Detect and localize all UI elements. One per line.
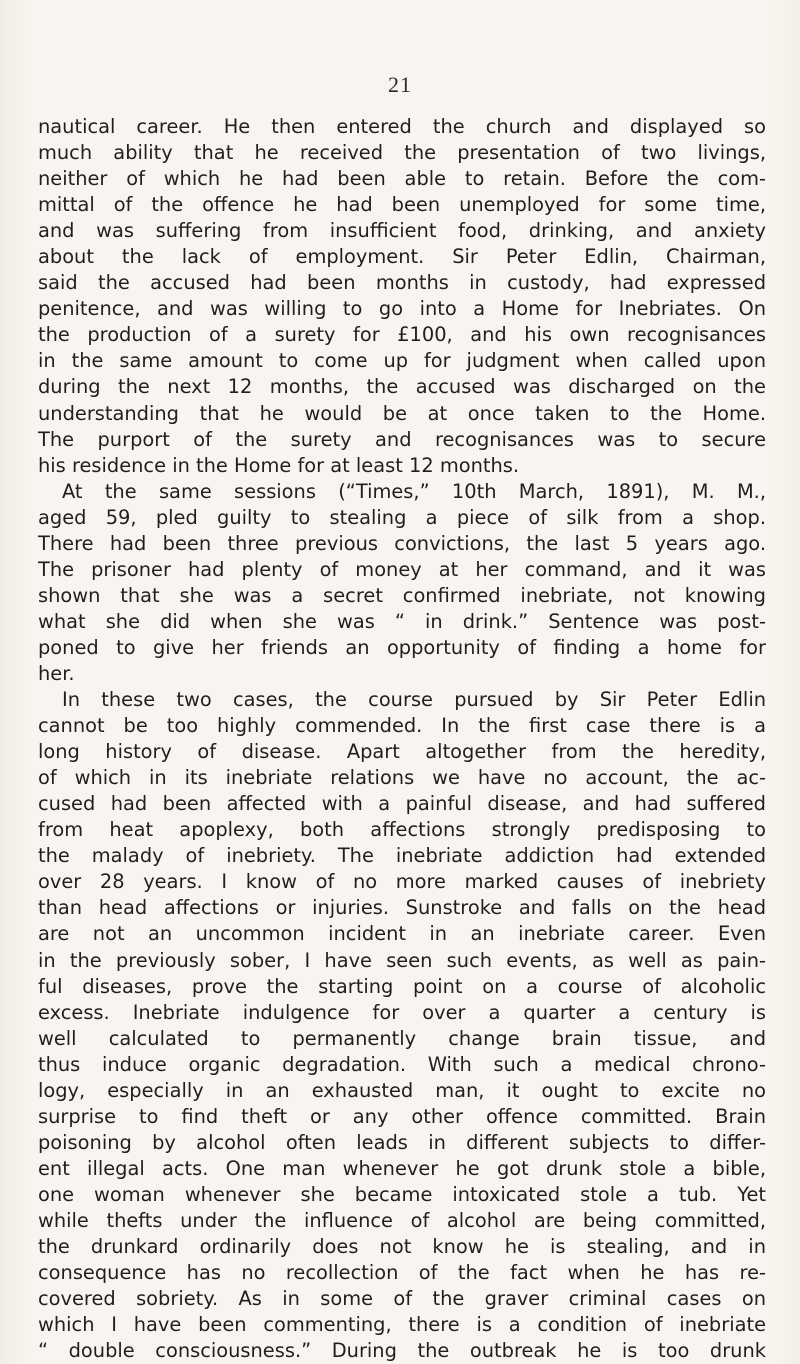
text-line: are not an uncommon incident in an inebriate career. Even [38, 922, 766, 946]
text-line: “ double consciousness.” During the outbreak he is too drunk [38, 1339, 766, 1363]
text-line: and was suffering from insufficient food, drinking, and anxiety [38, 219, 766, 243]
text-line: penitence, and was willing to go into a Home for Inebriates. On [38, 297, 766, 321]
text-line: ent illegal acts. One man whenever he got drunk stole a bible, [38, 1156, 766, 1180]
text-line: surprise to find theft or any other offence committed. Brain [38, 1104, 766, 1128]
body-text [38, 114, 766, 1364]
text-line: excess. Inebriate indulgence for over a quarter a century is [38, 1000, 766, 1024]
text-line: in the same amount to come up for judgment when called upon [38, 349, 766, 373]
text-line: covered sobriety. As in some of the graver criminal cases on [38, 1287, 766, 1311]
text-line: his residence in the Home for at least 12 months. [38, 453, 520, 477]
text-line: cused had been affected with a painful disease, and had suffered [38, 792, 766, 816]
text-line: poned to give her friends an opportunity of finding a home for [38, 635, 766, 659]
text-line: aged 59, pled guilty to stealing a piece of silk from a shop. [38, 505, 766, 529]
text-line: shown that she was a secret confirmed inebriate, not knowing [38, 583, 766, 607]
text-line: one woman whenever she became intoxicated stole a tub. Yet [38, 1182, 766, 1206]
text-line: The purport of the surety and recognisances was to secure [38, 427, 766, 451]
text-line: during the next 12 months, the accused was discharged on the [38, 375, 766, 399]
text-line: consequence has no recollection of the fact when he has re- [38, 1261, 766, 1285]
text-line: cannot be too highly commended. In the first case there is a [38, 714, 766, 738]
text-line: thus induce organic degradation. With such a medical chrono- [38, 1052, 766, 1076]
text-line: about the lack of employment. Sir Peter Edlin, Chairman, [38, 245, 766, 269]
text-line: which I have been commenting, there is a condition of inebriate [38, 1313, 766, 1337]
text-line: There had been three previous convictions, the last 5 years ago. [38, 531, 766, 555]
text-line: At the same sessions (“Times,” 10th March, 1891), M. M., [62, 479, 766, 503]
text-line: nautical career. He then entered the church and displayed so [38, 115, 766, 138]
page-number: 21 [388, 72, 412, 97]
text-line: than head affections or injuries. Sunstroke and falls on the head [38, 896, 766, 920]
text-line: while thefts under the influence of alcohol are being committed, [38, 1208, 766, 1232]
text-line: logy, especially in an exhausted man, it ought to excite no [38, 1078, 766, 1102]
text-line: ful diseases, prove the starting point on a course of alcoholic [38, 974, 766, 998]
text-line: what she did when she was “ in drink.” Sentence was post- [38, 609, 766, 633]
text-line: poisoning by alcohol often leads in different subjects to differ- [38, 1130, 766, 1154]
text-line: over 28 years. I know of no more marked causes of inebriety [38, 870, 766, 894]
text-line: long history of disease. Apart altogether from the heredity, [38, 740, 766, 764]
text-line: understanding that he would be at once taken to the Home. [38, 401, 766, 425]
text-line: neither of which he had been able to retain. Before the com- [38, 167, 766, 191]
text-line: the production of a surety for £100, and his own recognisances [38, 323, 766, 347]
text-line: the drunkard ordinarily does not know he is stealing, and in [38, 1235, 766, 1259]
text-line: from heat apoplexy, both affections strongly predisposing to [38, 818, 766, 842]
text-line: of which in its inebriate relations we have no account, the ac- [38, 766, 766, 790]
text-line: her. [38, 661, 75, 685]
text-line: In these two cases, the course pursued by Sir Peter Edlin [62, 688, 766, 712]
text-line: The prisoner had plenty of money at her command, and it was [38, 557, 766, 581]
text-line: much ability that he received the presentation of two livings, [38, 141, 766, 165]
text-line: said the accused had been months in custody, had expressed [38, 271, 766, 295]
text-line: in the previously sober, I have seen such events, as well as pain- [38, 948, 766, 972]
text-line: the malady of inebriety. The inebriate addiction had extended [38, 844, 766, 868]
text-line: well calculated to permanently change brain tissue, and [38, 1026, 766, 1050]
text-line: mittal of the offence he had been unemployed for some time, [38, 193, 766, 217]
